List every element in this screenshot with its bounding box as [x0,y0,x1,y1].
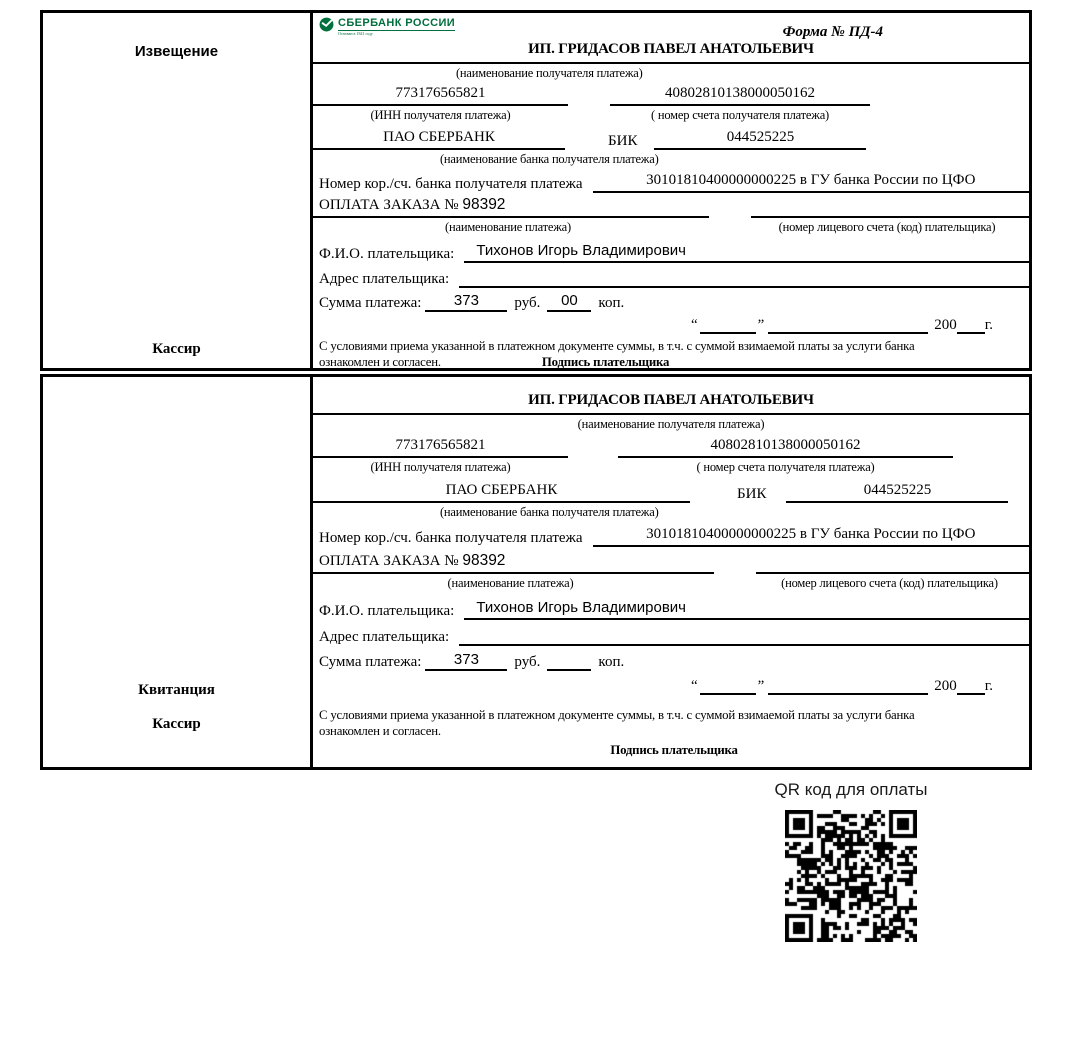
account-label: ( номер счета получателя платежа) [650,108,830,122]
payer-address-blank [459,625,1029,646]
sberbank-logo [319,17,455,37]
purpose-labels-row [313,220,1029,235]
payer-fio-label: Ф.И.О. плательщика: [319,603,455,619]
inn-account-row [313,437,1029,458]
payer-address-row [313,625,1029,646]
agreement-line2: ознакомлен и согласен. [319,724,441,738]
bank-name: ПАО СБЕРБАНК [313,482,690,503]
date-month-blank [768,677,928,695]
year-suffix: г. [984,317,993,333]
account-label: ( номер счета получателя платежа) [696,460,875,474]
date-row [313,316,1029,334]
agreement-line2: ознакомлен и согласен. [319,355,441,369]
cashier-label-2: Кассир [152,716,201,732]
bik-label: БИК [737,486,767,502]
inn-account-labels [313,108,1029,123]
year-suffix: г. [984,678,993,694]
year-blank [957,677,985,695]
payment-form-pd4 [40,10,1032,770]
notice-section [40,10,1032,371]
year-prefix: 200 [934,317,957,333]
bank-name-label: (наименование банка получателя платежа) [439,152,659,166]
recipient-name: ИП. ГРИДАСОВ ПАВЕЛ АНАТОЛЬЕВИЧ [313,392,1029,415]
sberbank-logo-icon [319,17,334,37]
sum-kopeks-blank [547,653,591,671]
payer-fio-value: Тихонов Игорь Владимирович [464,599,1029,620]
payer-signature-label: Подпись плательщика [610,743,738,757]
purpose-order-number: 98392 [462,552,506,569]
payer-signature-label: Подпись плательщика [541,355,670,369]
sum-label: Сумма платежа: [319,654,422,670]
inn-value: 773176565821 [313,437,568,458]
notice-side-label: Извещение [134,43,219,60]
payer-code-blank [751,198,1029,218]
kop-label: коп. [598,654,625,670]
payer-code-blank [756,554,1029,574]
notice-form-body [313,13,1029,368]
close-quote: ” [757,317,765,333]
form-number: Форма № ПД-4 [782,24,883,40]
date-row [313,677,1029,695]
recipient-name-label: (наименование получателя платежа) [455,66,643,80]
cashier-label-1: Кассир [152,341,201,357]
sum-label: Сумма платежа: [319,295,422,311]
inn-label: (ИНН получателя платежа) [370,460,511,474]
receipt-form-body [313,377,1029,767]
bank-row [313,482,1029,503]
rub-label: руб. [514,654,541,670]
qr-payment-block [770,780,932,942]
corr-account-row [313,172,1029,193]
purpose-labels-row [313,576,1029,591]
payment-purpose-row [313,552,1029,574]
sberbank-logo-tagline: Основан в 1841 году [338,31,373,36]
purpose-label: (наименование платежа) [447,576,574,590]
corr-account-value: 30101810400000000225 в ГУ банка России по ЦФО [593,526,1029,547]
year-blank [957,316,985,334]
payer-code-label: (номер лицевого счета (код) плательщика) [781,576,998,590]
account-value: 40802810138000050162 [610,85,870,106]
sum-rubles-value: 373 [425,292,507,312]
receipt-section [40,374,1032,770]
agreement-text [313,338,1029,370]
payer-fio-label: Ф.И.О. плательщика: [319,246,455,262]
close-quote: ” [757,678,765,694]
payer-fio-row [313,599,1029,620]
purpose-order-number: 98392 [462,196,506,213]
year-prefix: 200 [934,678,957,694]
sberbank-logo-text: СБЕРБАНК РОССИИ [338,17,456,29]
purpose-prefix: ОПЛАТА ЗАКАЗА № [319,197,459,213]
inn-account-row [313,85,1029,106]
purpose-label: (наименование платежа) [445,220,571,234]
payer-address-label: Адрес плательщика: [319,629,450,645]
agreement-text [313,707,1029,758]
agreement-line1: С условиями приема указанной в платежном документе суммы, в т.ч. с суммой взимаемой платы за услуги банка [319,339,915,353]
payment-purpose [313,552,714,574]
inn-value: 773176565821 [313,85,568,106]
payer-address-row [313,267,1029,288]
inn-account-labels [313,460,1029,475]
payer-fio-row [313,242,1029,263]
corr-account-value: 30101810400000000225 в ГУ банка России по ЦФО [593,172,1029,193]
corr-account-row [313,526,1029,547]
qr-title: QR код для оплаты [774,780,928,799]
sum-kopeks-value: 00 [547,292,591,312]
bik-value: 044525225 [654,129,866,150]
payment-sum-row [313,651,1029,671]
rub-label: руб. [514,295,541,311]
agreement-line1: С условиями приема указанной в платежном документе суммы, в т.ч. с суммой взимаемой платы за услуги банка [319,708,915,722]
payer-fio-value: Тихонов Игорь Владимирович [464,242,1029,263]
bik-value: 044525225 [786,482,1008,503]
payer-address-label: Адрес плательщика: [319,271,450,287]
payer-address-blank [459,267,1029,288]
payer-code-label: (номер лицевого счета (код) плательщика) [778,220,996,234]
notice-left-column [43,13,313,368]
recipient-name: ИП. ГРИДАСОВ ПАВЕЛ АНАТОЛЬЕВИЧ [313,41,1029,64]
account-value: 40802810138000050162 [618,437,953,458]
bank-row [313,129,1029,150]
date-day-blank [700,316,756,334]
date-month-blank [768,316,928,334]
header-row [313,16,1029,41]
receipt-side-label: Квитанция [138,682,215,698]
date-day-blank [700,677,756,695]
inn-label: (ИНН получателя платежа) [370,108,511,122]
payment-purpose [313,196,709,218]
payment-sum-row [313,292,1029,312]
bik-label: БИК [608,133,638,149]
corr-account-label: Номер кор./сч. банка получателя платежа [319,530,583,546]
bank-name-label: (наименование банка получателя платежа) [439,505,659,519]
open-quote: “ [690,317,698,333]
corr-account-label: Номер кор./сч. банка получателя платежа [319,176,583,192]
open-quote: “ [690,678,698,694]
kop-label: коп. [598,295,625,311]
recipient-name-label: (наименование получателя платежа) [577,417,765,431]
receipt-left-column [43,377,313,767]
purpose-prefix: ОПЛАТА ЗАКАЗА № [319,553,459,569]
bank-name: ПАО СБЕРБАНК [313,129,565,150]
sum-rubles-value: 373 [425,651,507,671]
payment-purpose-row [313,196,1029,218]
qr-code [785,810,917,942]
